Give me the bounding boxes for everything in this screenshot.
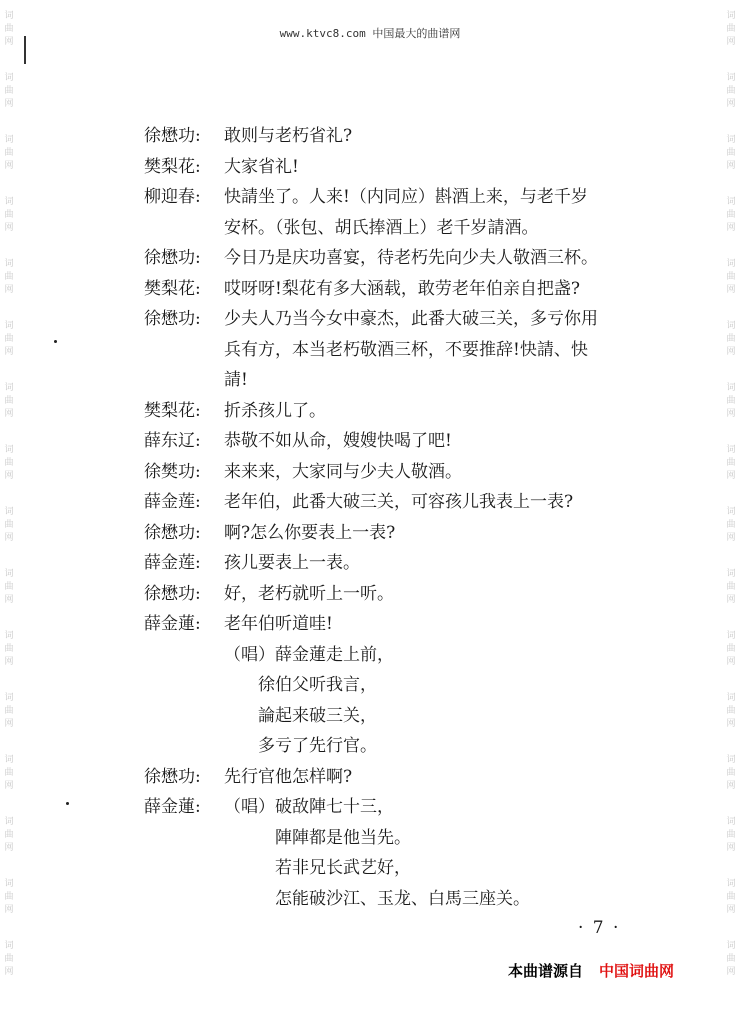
dialogue-line — [144, 674, 704, 705]
watermark-glyph: 网 — [726, 905, 736, 915]
dialogue-line — [144, 186, 704, 217]
watermark-glyph: 网 — [4, 781, 14, 791]
watermark-glyph: 词 — [726, 817, 736, 827]
dialogue-line — [144, 705, 704, 736]
watermark-glyph: 网 — [4, 223, 14, 233]
watermark-glyph: 词 — [4, 631, 14, 641]
speaker-name: 徐懋功: — [144, 309, 201, 329]
watermark-glyph: 曲 — [4, 520, 14, 530]
watermark-glyph: 词 — [726, 879, 736, 889]
speaker-name: 樊梨花: — [144, 400, 201, 421]
speaker-name: 樊梨花: — [144, 156, 201, 177]
watermark-glyph: 曲 — [4, 334, 14, 344]
dialogue-line — [144, 308, 704, 339]
dialogue-text: 大家省礼! — [224, 156, 299, 177]
dialogue-text: 好，老朽就听上一听。 — [224, 583, 394, 604]
watermark-glyph: 曲 — [726, 210, 736, 220]
watermark-glyph: 网 — [726, 781, 736, 791]
watermark-glyph: 词 — [4, 321, 14, 331]
watermark-glyph: 网 — [726, 657, 736, 667]
dialogue-text: 論起来破三关， — [224, 705, 377, 726]
watermark-glyph: 曲 — [726, 706, 736, 716]
speaker-name: 徐懋功: — [144, 248, 201, 268]
watermark-glyph: 词 — [4, 383, 14, 393]
watermark-glyph: 网 — [726, 37, 736, 47]
dialogue-line — [144, 247, 704, 278]
dialogue-line — [144, 644, 704, 675]
watermark-glyph: 曲 — [4, 272, 14, 282]
watermark-glyph: 词 — [4, 941, 14, 951]
dialogue-text: 恭敬不如从命，嫂嫂快喝了吧! — [224, 431, 452, 451]
watermark-glyph: 曲 — [726, 582, 736, 592]
watermark-glyph: 词 — [4, 879, 14, 889]
dialogue-text: 先行官他怎样啊? — [224, 766, 353, 787]
watermark-glyph: 曲 — [4, 830, 14, 840]
watermark-glyph: 曲 — [726, 644, 736, 654]
watermark-glyph: 曲 — [726, 86, 736, 96]
dialogue-text: 陣陣都是他当先。 — [224, 827, 411, 848]
watermark-glyph: 网 — [4, 967, 14, 977]
dialogue-line — [144, 888, 704, 919]
watermark-glyph: 曲 — [4, 24, 14, 34]
watermark-glyph: 网 — [4, 843, 14, 853]
speaker-name: 薛金莲: — [144, 553, 201, 573]
watermark-glyph: 曲 — [726, 830, 736, 840]
watermark-glyph: 词 — [726, 197, 736, 207]
watermark-glyph: 曲 — [4, 86, 14, 96]
dialogue-text: 老年伯听道哇! — [224, 614, 333, 634]
watermark-glyph: 词 — [726, 321, 736, 331]
speaker-name: 徐懋功: — [144, 583, 201, 604]
dialogue-line — [144, 125, 704, 156]
watermark-glyph: 网 — [4, 905, 14, 915]
watermark-glyph: 词 — [726, 383, 736, 393]
watermark-glyph: 曲 — [4, 768, 14, 778]
watermark-glyph: 词 — [726, 507, 736, 517]
dialogue-text: 快請坐了。人来!（内同应）斟酒上来，与老千岁 — [224, 187, 588, 207]
watermark-glyph: 网 — [726, 533, 736, 543]
watermark-glyph: 词 — [4, 197, 14, 207]
watermark-glyph: 网 — [4, 99, 14, 109]
watermark-glyph: 词 — [726, 693, 736, 703]
watermark-glyph: 词 — [726, 73, 736, 83]
watermark-glyph: 词 — [726, 11, 736, 21]
watermark-glyph: 曲 — [4, 396, 14, 406]
watermark-glyph: 网 — [726, 719, 736, 729]
watermark-glyph: 曲 — [4, 706, 14, 716]
dialogue-text: 啊?怎么你要表上一表? — [224, 522, 396, 543]
left-margin-watermark — [2, 0, 16, 1009]
header-url: www.ktvc8.com 中国最大的曲谱网 — [279, 27, 461, 40]
watermark-glyph: 词 — [4, 693, 14, 703]
dialogue-text: 折杀孩儿了。 — [224, 400, 326, 421]
watermark-glyph: 网 — [4, 471, 14, 481]
watermark-glyph: 曲 — [4, 644, 14, 654]
watermark-glyph: 曲 — [4, 458, 14, 468]
dialogue-line — [144, 613, 704, 644]
scan-speck — [66, 802, 69, 805]
watermark-glyph: 曲 — [4, 954, 14, 964]
dialogue-line — [144, 278, 704, 309]
watermark-glyph: 曲 — [726, 458, 736, 468]
watermark-glyph: 词 — [4, 569, 14, 579]
watermark-glyph: 网 — [4, 657, 14, 667]
speaker-name: 薛金莲: — [144, 492, 201, 512]
watermark-glyph: 网 — [726, 285, 736, 295]
dialogue-text: 請! — [224, 370, 248, 390]
watermark-glyph: 网 — [4, 285, 14, 295]
watermark-glyph: 曲 — [726, 148, 736, 158]
speaker-name: 徐懋功: — [144, 522, 201, 543]
watermark-glyph: 网 — [4, 595, 14, 605]
watermark-glyph: 曲 — [726, 396, 736, 406]
dialogue-text: 少夫人乃当今女中豪杰，此番大破三关，多亏你用 — [224, 309, 598, 329]
watermark-glyph: 词 — [726, 445, 736, 455]
watermark-glyph: 曲 — [726, 768, 736, 778]
watermark-glyph: 词 — [4, 11, 14, 21]
dialogue-line — [144, 369, 704, 400]
speaker-name: 徐懋功: — [144, 766, 201, 787]
dialogue-line — [144, 461, 704, 492]
speaker-name: 柳迎春: — [144, 187, 201, 207]
dialogue-text: 敢则与老朽省礼? — [224, 126, 353, 146]
speaker-name: 徐樊功: — [144, 461, 201, 482]
watermark-glyph: 曲 — [726, 892, 736, 902]
dialogue-text: 徐伯父听我言， — [224, 675, 377, 695]
dialogue-text: 多亏了先行官。 — [224, 736, 377, 756]
dialogue-text: （唱）薛金蓮走上前， — [224, 644, 394, 665]
watermark-glyph: 词 — [4, 817, 14, 827]
watermark-glyph: 词 — [4, 755, 14, 765]
watermark-glyph: 网 — [4, 719, 14, 729]
watermark-glyph: 词 — [4, 259, 14, 269]
watermark-glyph: 词 — [4, 445, 14, 455]
dialogue-line — [144, 583, 704, 614]
dialogue-line — [144, 796, 704, 827]
watermark-glyph: 网 — [726, 409, 736, 419]
dialogue-line — [144, 339, 704, 370]
watermark-glyph: 曲 — [4, 148, 14, 158]
page-number: · 7 · — [578, 918, 621, 938]
watermark-glyph: 网 — [726, 161, 736, 171]
watermark-glyph: 网 — [726, 967, 736, 977]
dialogue-line — [144, 156, 704, 187]
dialogue-text: 老年伯，此番大破三关，可容孩儿我表上一表? — [224, 492, 574, 512]
dialogue-text: 哎呀呀!梨花有多大涵载，敢劳老年伯亲自把盏? — [224, 278, 580, 299]
dialogue-line — [144, 735, 704, 766]
speaker-name: 徐懋功: — [144, 126, 201, 146]
watermark-glyph: 曲 — [726, 334, 736, 344]
dialogue-text: 怎能破沙江、玉龙、白馬三座关。 — [224, 888, 530, 909]
watermark-glyph: 网 — [4, 37, 14, 47]
watermark-glyph: 网 — [726, 471, 736, 481]
dialogue-line — [144, 827, 704, 858]
speaker-name: 樊梨花: — [144, 278, 201, 299]
watermark-glyph: 词 — [726, 259, 736, 269]
watermark-glyph: 网 — [4, 161, 14, 171]
dialogue-line — [144, 491, 704, 522]
dialogue-text: 今日乃是庆功喜宴，待老朽先向少夫人敬酒三杯。 — [224, 248, 598, 268]
dialogue-line — [144, 430, 704, 461]
watermark-glyph: 曲 — [726, 272, 736, 282]
dialogue-line — [144, 766, 704, 797]
watermark-glyph: 网 — [726, 99, 736, 109]
watermark-glyph: 网 — [726, 595, 736, 605]
dialogue-line — [144, 522, 704, 553]
watermark-glyph: 网 — [726, 347, 736, 357]
watermark-glyph: 曲 — [4, 892, 14, 902]
speaker-name: 薛金蓮: — [144, 614, 201, 634]
watermark-glyph: 词 — [726, 755, 736, 765]
watermark-glyph: 词 — [4, 73, 14, 83]
dialogue-text: 安杯。（张包、胡氏捧酒上）老千岁請酒。 — [224, 217, 539, 238]
watermark-glyph: 词 — [4, 135, 14, 145]
watermark-glyph: 词 — [726, 135, 736, 145]
watermark-glyph: 曲 — [4, 582, 14, 592]
watermark-glyph: 曲 — [4, 210, 14, 220]
footer-credit — [508, 960, 674, 981]
dialogue-line — [144, 857, 704, 888]
dialogue-line — [144, 552, 704, 583]
watermark-glyph: 网 — [4, 533, 14, 543]
watermark-glyph: 网 — [726, 843, 736, 853]
footer-site-link[interactable]: 中国词曲网 — [599, 962, 675, 980]
watermark-glyph: 网 — [4, 347, 14, 357]
dialogue-text: 若非兄长武艺好， — [224, 858, 411, 878]
script-body — [144, 125, 704, 918]
watermark-glyph: 词 — [726, 631, 736, 641]
watermark-glyph: 曲 — [726, 24, 736, 34]
dialogue-text: 孩儿要表上一表。 — [224, 553, 360, 573]
dialogue-text: 兵有方，本当老朽敬酒三杯，不要推辞!快請、快 — [224, 339, 588, 360]
dialogue-line — [144, 400, 704, 431]
watermark-glyph: 词 — [726, 569, 736, 579]
watermark-glyph: 曲 — [726, 520, 736, 530]
watermark-glyph: 网 — [726, 223, 736, 233]
right-margin-watermark — [724, 0, 738, 1009]
scan-mark — [24, 36, 26, 64]
watermark-glyph: 词 — [726, 941, 736, 951]
dialogue-text: 来来来，大家同与少夫人敬酒。 — [224, 461, 462, 482]
speaker-name: 薛东辽: — [144, 431, 201, 451]
watermark-glyph: 曲 — [726, 954, 736, 964]
watermark-glyph: 网 — [4, 409, 14, 419]
watermark-glyph: 词 — [4, 507, 14, 517]
dialogue-line — [144, 217, 704, 248]
scan-speck — [54, 340, 57, 343]
speaker-name: 薛金蓮: — [144, 797, 201, 817]
dialogue-text: （唱）破敌陣七十三， — [224, 797, 394, 817]
footer-source-label: 本曲谱源自 — [508, 962, 584, 980]
